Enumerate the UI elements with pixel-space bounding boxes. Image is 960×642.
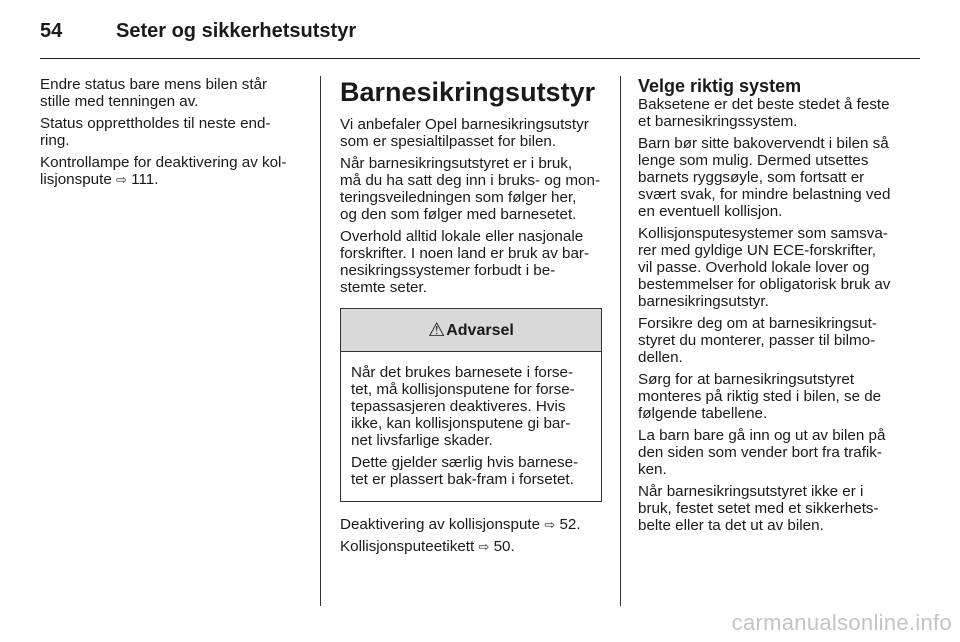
page-header bbox=[40, 16, 920, 58]
paragraph: Kollisjonsputesystemer som samsva- rer med gyldige UN ECE-forskrifter, vil passe. Overhold lokale lover og bestemmelser for obligatorisk bruk av barnesikringsutstyr. bbox=[638, 225, 891, 310]
column-3 bbox=[638, 76, 902, 539]
paragraph: Deaktivering av kollisjonspute ⇨ 52. bbox=[340, 516, 581, 533]
paragraph: Når det brukes barnesete i forse- tet, må kollisjonsputene for forse- tepassasjeren deaktiveres. Hvis ikke, kan kollisjonsputene gi bar- net livsfarlige skader. bbox=[351, 364, 575, 449]
section-heading: Barnesikringsutstyr bbox=[340, 77, 596, 107]
column-1 bbox=[40, 76, 302, 193]
paragraph: Når barnesikringsutstyret er i bruk, må du ha satt deg inn i bruks- og mon- teringsveiledningen som følger her, og den som følger med barnesetet. bbox=[340, 155, 601, 223]
paragraph: Dette gjelder særlig hvis barnese- tet er plassert bak-fram i forsetet. bbox=[351, 454, 579, 488]
paragraph: Overhold alltid lokale eller nasjonale forskrifter. I noen land er bruk av bar- nesikringssystemer forbudt i be- stemte seter. bbox=[340, 228, 590, 296]
header-rule bbox=[40, 58, 920, 59]
column-divider-2 bbox=[620, 76, 621, 606]
paragraph: Sørg for at barnesikringsutstyret monteres på riktig sted i bilen, se de følgende tabellene. bbox=[638, 371, 882, 422]
paragraph: Vi anbefaler Opel barnesikringsutstyr som er spesialtilpasset for bilen. bbox=[340, 116, 589, 150]
column-2 bbox=[340, 76, 602, 560]
paragraph: Status opprettholdes til neste end- ring. bbox=[40, 115, 271, 149]
subsection-heading: Velge riktig system bbox=[638, 76, 802, 96]
page-ref-arrow-icon: ⇨ bbox=[116, 172, 127, 187]
column-divider-1 bbox=[320, 76, 321, 606]
paragraph: Endre status bare mens bilen står stille med tenningen av. bbox=[40, 76, 268, 110]
page-ref-link[interactable]: 111. bbox=[131, 171, 159, 188]
paragraph: Kontrollampe for deaktivering av kol- lisjonspute ⇨ 111. bbox=[40, 154, 287, 188]
page-ref-arrow-icon: ⇨ bbox=[544, 517, 556, 532]
page-title: Seter og sikkerhetsutstyr bbox=[116, 20, 357, 42]
page-ref-link[interactable]: 50. bbox=[493, 538, 515, 555]
paragraph: Når barnesikringsutstyret ikke er i bruk, festet setet med et sikkerhets- belte eller ta det ut av bilen. bbox=[638, 483, 879, 534]
warning-header bbox=[341, 309, 601, 352]
warning-box bbox=[340, 308, 602, 502]
paragraph: Baksetene er det beste stedet å feste et barnesikringssystem. bbox=[638, 96, 890, 130]
warning-body bbox=[341, 352, 601, 501]
page-ref-arrow-icon: ⇨ bbox=[478, 539, 490, 554]
paragraph: Forsikre deg om at barnesikringsut- styret du monterer, passer til bilmo- dellen. bbox=[638, 315, 877, 366]
warning-triangle-icon: ⚠ bbox=[428, 319, 446, 341]
page-ref-link[interactable]: 52. bbox=[559, 516, 581, 533]
watermark: carmanualsonline.info bbox=[731, 610, 952, 635]
paragraph: Kollisjonsputeetikett ⇨ 50. bbox=[340, 538, 515, 555]
warning-label: Advarsel bbox=[446, 321, 514, 339]
page-number: 54 bbox=[40, 20, 63, 42]
paragraph: Barn bør sitte bakovervendt i bilen så lenge som mulig. Dermed utsettes barnets ryggsøyle, som fortsatt er svært svak, for mindre belastning ved en eventuell kollisjon. bbox=[638, 135, 891, 220]
paragraph: La barn bare gå inn og ut av bilen på den siden som vender bort fra trafik- ken. bbox=[638, 427, 886, 478]
